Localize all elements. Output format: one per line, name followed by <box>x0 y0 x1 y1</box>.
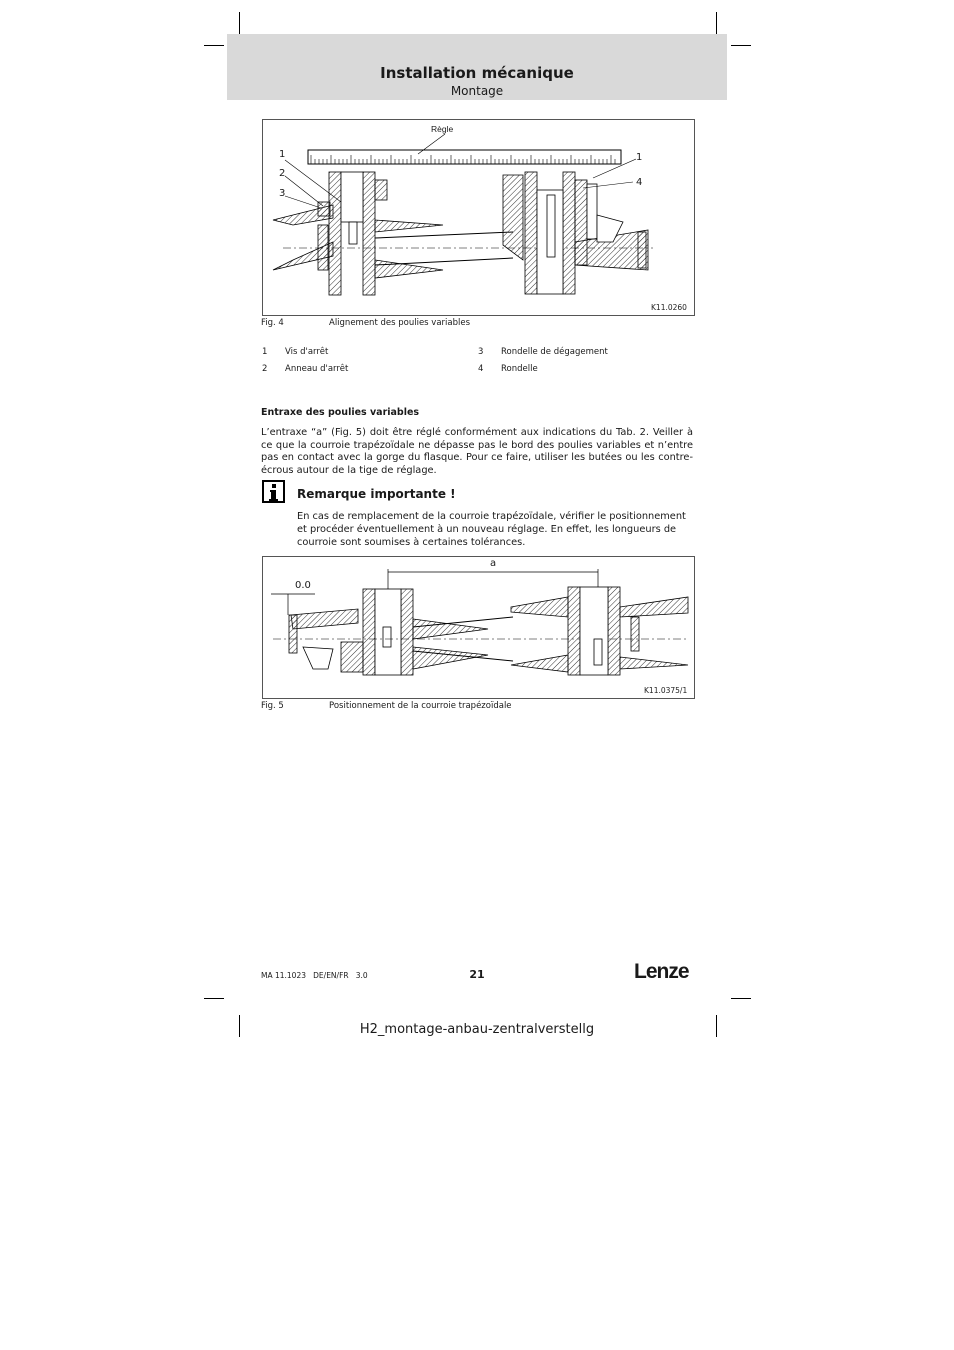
page-subtitle: Montage <box>450 84 504 98</box>
figure-4-code: K11.0260 <box>651 303 687 312</box>
callout-right-4: 4 <box>636 177 643 188</box>
brand-logo: Lenze <box>634 960 689 983</box>
crop-mark <box>239 12 240 34</box>
legend-num: 4 <box>478 364 484 374</box>
legend-num: 3 <box>478 347 484 357</box>
legend-num: 2 <box>262 364 268 374</box>
callout-left-1: 1 <box>279 149 286 160</box>
document-reference: MA 11.1023 DE/EN/FR 3.0 <box>261 971 368 980</box>
figure-4 <box>262 119 695 316</box>
legend-text: Rondelle de dégagement <box>501 347 608 357</box>
note-text: En cas de remplacement de la courroie trapézoïdale, vérifier le positionnement et procéder éventuellement à un nouveau réglage. En effet, les longueurs de courroie sont soumises à certaines tolérances. <box>297 511 686 548</box>
figure-5-drawing <box>263 557 694 698</box>
section-paragraph: L’entraxe “a” (Fig. 5) doit être réglé conformément aux indications du Tab. 2. Veiller à ce que la courroie trapézoïdale ne dépasse pas le bord des poulies variables et n’entre pas en contact avec la gorge du flasque. Pour ce faire, utiliser les butées ou les contre-écrous autour de la tige de réglage. <box>261 427 693 476</box>
info-icon <box>262 480 285 503</box>
section-heading: Entraxe des poulies variables <box>261 407 420 418</box>
figure-4-caption-number: Fig. 4 <box>261 318 284 328</box>
figure-5-caption: Positionnement de la courroie trapézoïdale <box>329 701 512 711</box>
note-title: Remarque importante ! <box>297 487 456 501</box>
offset-label: 0.0 <box>295 580 311 591</box>
legend-text: Rondelle <box>501 364 538 374</box>
crop-mark <box>731 45 751 46</box>
crop-mark <box>731 998 751 999</box>
callout-right-1: 1 <box>636 152 643 163</box>
document-name: H2_montage-anbau-zentralverstellg <box>359 1022 595 1037</box>
crop-mark <box>716 12 717 34</box>
figure-5-caption-number: Fig. 5 <box>261 701 284 711</box>
crop-mark <box>204 45 224 46</box>
dimension-a-label: a <box>490 558 497 569</box>
ruler-label: Règle <box>431 124 454 134</box>
page-title: Installation mécanique <box>380 64 574 82</box>
page-number: 21 <box>469 968 485 981</box>
crop-mark <box>204 998 224 999</box>
legend-text: Vis d'arrêt <box>285 347 329 357</box>
figure-5-code: K11.0375/1 <box>644 686 688 695</box>
legend-text: Anneau d'arrêt <box>285 364 349 374</box>
figure-4-caption: Alignement des poulies variables <box>329 318 471 328</box>
figure-4-drawing <box>263 120 694 315</box>
callout-left-2: 2 <box>279 168 286 179</box>
callout-left-3: 3 <box>279 188 286 199</box>
legend-num: 1 <box>262 347 268 357</box>
figure-5 <box>262 556 695 699</box>
